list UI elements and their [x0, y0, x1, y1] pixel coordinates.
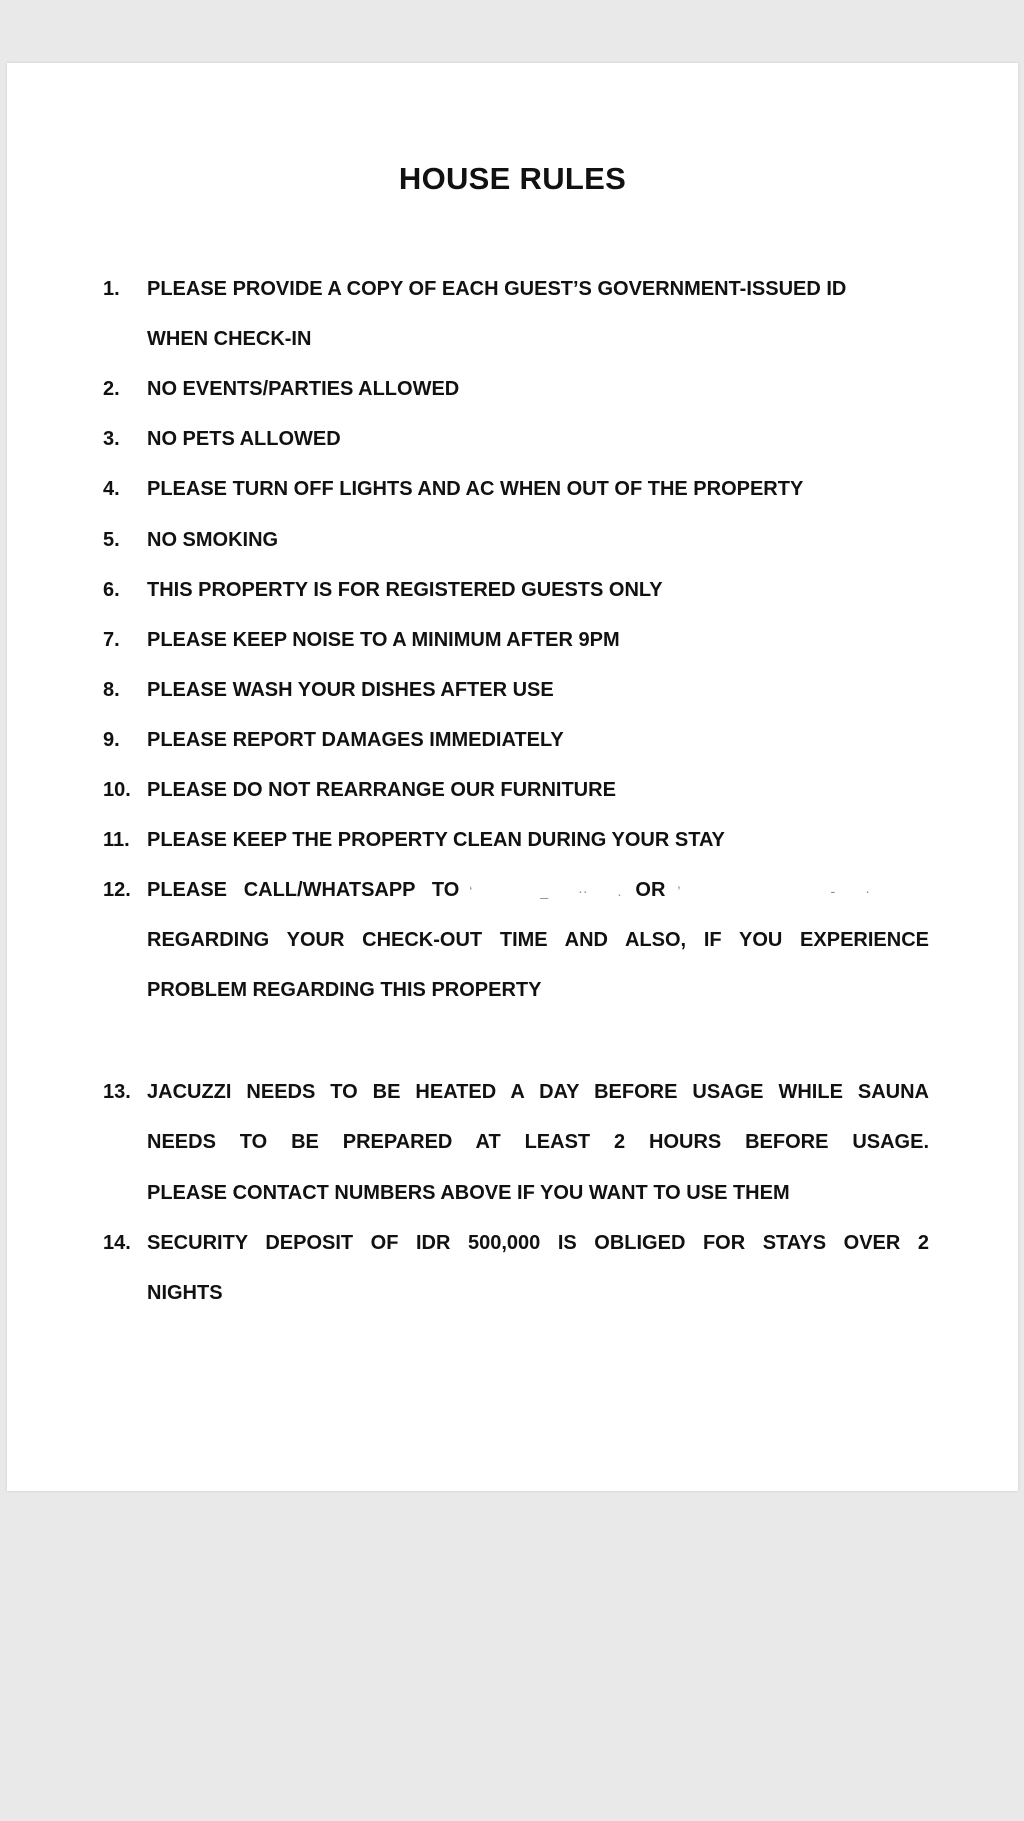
- rule-number: 7.: [103, 629, 120, 651]
- rule-text-line: [147, 878, 929, 903]
- redacted-phone: ··: [578, 883, 588, 899]
- rule-number: 13.: [103, 1081, 131, 1103]
- rule-number: 2.: [103, 378, 120, 400]
- rule-number: 10.: [103, 779, 131, 801]
- page-title: HOUSE RULES: [398, 161, 627, 196]
- rule-number: 1.: [103, 278, 120, 300]
- rule-number: 9.: [103, 729, 120, 751]
- rule-text: REGARDING YOUR CHECK-OUT TIME AND ALSO, IF YOU EXPERIENCE: [147, 929, 929, 951]
- rule-text: PLEASE KEEP NOISE TO A MINIMUM AFTER 9PM: [147, 629, 620, 651]
- redacted-phone: -: [830, 883, 836, 899]
- rule-text: NO PETS ALLOWED: [147, 428, 341, 450]
- redacted-phone: _: [540, 883, 549, 899]
- rule-number: 5.: [103, 529, 120, 551]
- rule-text: WHEN CHECK-IN: [147, 328, 312, 350]
- redacted-phone: .: [617, 883, 622, 899]
- rule-text: NO EVENTS/PARTIES ALLOWED: [147, 378, 460, 400]
- rule-text: SECURITY DEPOSIT OF IDR 500,000 IS OBLIGED FOR STAYS OVER 2: [147, 1232, 929, 1254]
- rule-text: NIGHTS: [147, 1282, 223, 1304]
- rule-text: OR: [635, 879, 666, 901]
- rule-number: 4.: [103, 478, 120, 500]
- rule-text: PLEASE PROVIDE A COPY OF EACH GUEST’S GOVERNMENT-ISSUED ID: [147, 278, 847, 300]
- rule-number: 3.: [103, 428, 120, 450]
- rule-number: 8.: [103, 679, 120, 701]
- rule-text: PLEASE REPORT DAMAGES IMMEDIATELY: [147, 729, 564, 751]
- rule-text: PLEASE KEEP THE PROPERTY CLEAN DURING YOUR STAY: [147, 829, 725, 851]
- redacted-phone: ·: [865, 883, 870, 899]
- rule-text: PLEASE CALL/WHATSAPP TO: [147, 879, 460, 901]
- rule-number: 6.: [103, 579, 120, 601]
- rule-text: PLEASE WASH YOUR DISHES AFTER USE: [147, 679, 554, 701]
- rule-text: THIS PROPERTY IS FOR REGISTERED GUESTS ONLY: [147, 579, 663, 601]
- rule-text: PLEASE CONTACT NUMBERS ABOVE IF YOU WANT TO USE THEM: [147, 1182, 790, 1204]
- redacted-phone: ‘: [469, 883, 473, 899]
- rule-number: 12.: [103, 879, 131, 901]
- redacted-phone: ’: [677, 883, 681, 899]
- rule-number: 11.: [103, 829, 130, 851]
- rule-text: JACUZZI NEEDS TO BE HEATED A DAY BEFORE USAGE WHILE SAUNA: [147, 1081, 929, 1103]
- rule-text: NEEDS TO BE PREPARED AT LEAST 2 HOURS BEFORE USAGE.: [147, 1131, 929, 1153]
- rule-text: PLEASE TURN OFF LIGHTS AND AC WHEN OUT OF THE PROPERTY: [147, 478, 804, 500]
- rule-text: PLEASE DO NOT REARRANGE OUR FURNITURE: [147, 779, 616, 801]
- rule-text: NO SMOKING: [147, 529, 279, 551]
- rule-number: 14.: [103, 1232, 131, 1254]
- rule-text: PROBLEM REGARDING THIS PROPERTY: [147, 979, 542, 1001]
- document-page: [7, 63, 1018, 1491]
